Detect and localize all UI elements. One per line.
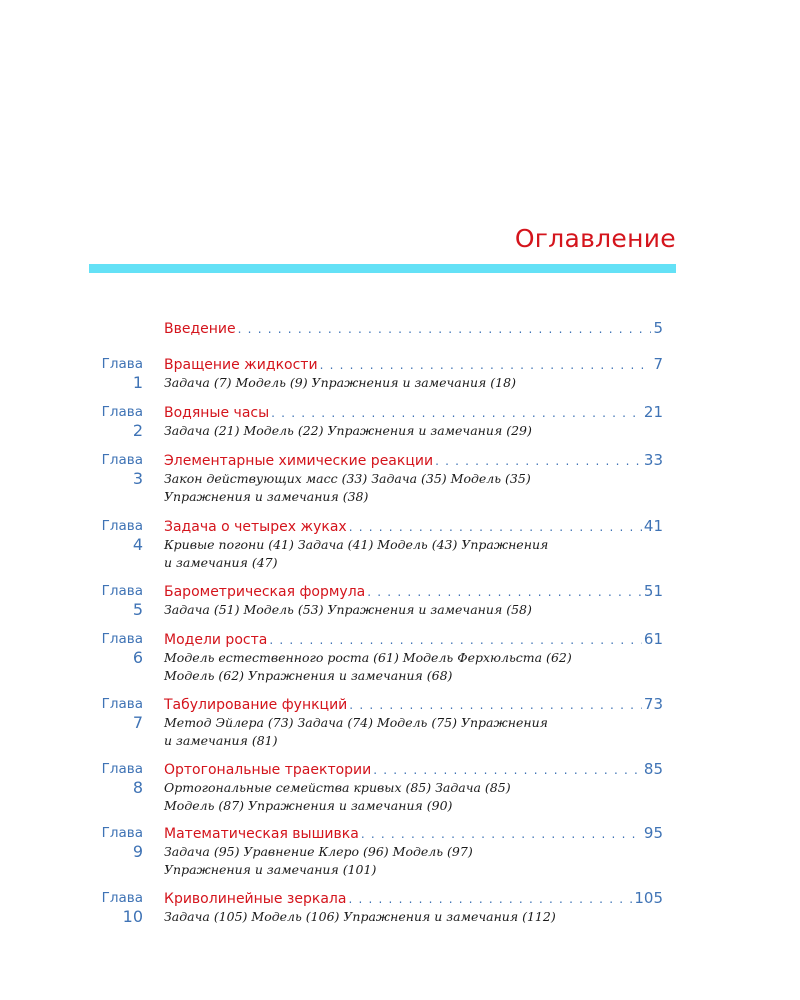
dot-leader xyxy=(349,518,642,536)
dot-leader xyxy=(348,890,632,908)
section-list xyxy=(164,470,614,506)
page-number[interactable]: 21 xyxy=(643,403,663,421)
entry-title[interactable]: Математическая вышивка xyxy=(164,826,359,842)
page-number[interactable]: 105 xyxy=(634,889,663,907)
page-number[interactable]: 51 xyxy=(643,582,663,600)
entry-title-line xyxy=(164,889,663,908)
title-underline-bar xyxy=(89,264,676,273)
chapter-label: Глава xyxy=(101,452,143,468)
section-line: Ортогональные семейства кривых (85) Задача (85) xyxy=(164,780,511,795)
chapter-number: 9 xyxy=(132,842,143,861)
chapter-number: 10 xyxy=(122,907,143,926)
chapter-number: 6 xyxy=(132,648,143,667)
dot-leader xyxy=(373,761,642,779)
entry-title[interactable]: Ортогональные траектории xyxy=(164,762,372,778)
section-list xyxy=(164,601,614,619)
chapter-label: Глава xyxy=(101,404,143,420)
entry-title[interactable]: Вращение жидкости xyxy=(164,357,318,373)
entry-title-line xyxy=(164,403,663,422)
entry-title-line xyxy=(164,451,663,470)
entry-title[interactable]: Задача о четырех жуках xyxy=(164,519,347,535)
section-list xyxy=(164,779,614,815)
entry-title-line xyxy=(164,760,663,779)
page-number[interactable]: 85 xyxy=(643,760,663,778)
section-line: Задача (21) Модель (22) Упражнения и замечания (29) xyxy=(164,423,532,438)
section-list xyxy=(164,908,614,926)
chapter-label: Глава xyxy=(101,356,143,372)
chapter-number: 2 xyxy=(132,421,143,440)
chapter-number: 7 xyxy=(132,713,143,732)
chapter-number: 4 xyxy=(132,535,143,554)
chapter-number: 5 xyxy=(132,600,143,619)
chapter-number: 8 xyxy=(132,778,143,797)
page-number[interactable]: 7 xyxy=(653,355,663,373)
chapter-label: Глава xyxy=(101,825,143,841)
section-line: Модель естественного роста (61) Модель Ферхюльста (62) xyxy=(164,650,572,665)
section-line: и замечания (47) xyxy=(164,555,278,570)
dot-leader xyxy=(435,452,642,470)
chapter-label: Глава xyxy=(101,583,143,599)
dot-leader xyxy=(271,404,642,422)
dot-leader xyxy=(349,696,642,714)
entry-title[interactable]: Криволинейные зеркала xyxy=(164,891,347,907)
entry-title-line xyxy=(164,355,663,374)
chapter-label: Глава xyxy=(101,761,143,777)
entry-title[interactable]: Водяные часы xyxy=(164,405,270,421)
section-list xyxy=(164,714,614,750)
entry-title[interactable]: Модели роста xyxy=(164,632,268,648)
dot-leader xyxy=(238,320,652,338)
entry-title-line xyxy=(164,517,663,536)
section-list xyxy=(164,422,614,440)
entry-title[interactable]: Элементарные химические реакции xyxy=(164,453,434,469)
entry-title-line xyxy=(164,695,663,714)
section-line: Модель (62) Упражнения и замечания (68) xyxy=(164,668,453,683)
section-line: Закон действующих масс (33) Задача (35) Модель (35) xyxy=(164,471,531,486)
page-number[interactable]: 33 xyxy=(643,451,663,469)
section-line: Метод Эйлера (73) Задача (74) Модель (75) Упражнения xyxy=(164,715,548,730)
page-title: Оглавление xyxy=(514,224,676,253)
section-line: Задача (105) Модель (106) Упражнения и замечания (112) xyxy=(164,909,556,924)
section-list xyxy=(164,374,614,392)
dot-leader xyxy=(361,825,642,843)
section-list xyxy=(164,536,614,572)
section-line: Модель (87) Упражнения и замечания (90) xyxy=(164,798,453,813)
entry-title-line xyxy=(164,824,663,843)
section-line: Задача (7) Модель (9) Упражнения и замечания (18) xyxy=(164,375,516,390)
chapter-label: Глава xyxy=(101,696,143,712)
section-line: Задача (95) Уравнение Клеро (96) Модель (97) xyxy=(164,844,473,859)
section-list xyxy=(164,649,614,685)
page-number[interactable]: 61 xyxy=(643,630,663,648)
page-number[interactable]: 73 xyxy=(643,695,663,713)
page-number[interactable]: 5 xyxy=(653,319,663,337)
section-line: Упражнения и замечания (38) xyxy=(164,489,369,504)
chapter-label: Глава xyxy=(101,518,143,534)
chapter-number: 3 xyxy=(132,469,143,488)
entry-title[interactable]: Табулирование функций xyxy=(164,697,348,713)
section-line: и замечания (81) xyxy=(164,733,278,748)
section-line: Упражнения и замечания (101) xyxy=(164,862,377,877)
section-line: Задача (51) Модель (53) Упражнения и замечания (58) xyxy=(164,602,532,617)
page-number[interactable]: 95 xyxy=(643,824,663,842)
chapter-label: Глава xyxy=(101,631,143,647)
chapter-label: Глава xyxy=(101,890,143,906)
section-line: Кривые погони (41) Задача (41) Модель (43) Упражнения xyxy=(164,537,549,552)
entry-title-line xyxy=(164,582,663,601)
entry-title[interactable]: Барометрическая формула xyxy=(164,584,366,600)
entry-title-line xyxy=(164,630,663,649)
dot-leader xyxy=(269,631,642,649)
page-number[interactable]: 41 xyxy=(643,517,663,535)
chapter-number: 1 xyxy=(132,373,143,392)
dot-leader xyxy=(367,583,642,601)
section-list xyxy=(164,843,614,879)
entry-title-line xyxy=(164,319,663,338)
dot-leader xyxy=(320,356,652,374)
entry-title[interactable]: Введение xyxy=(164,321,236,337)
